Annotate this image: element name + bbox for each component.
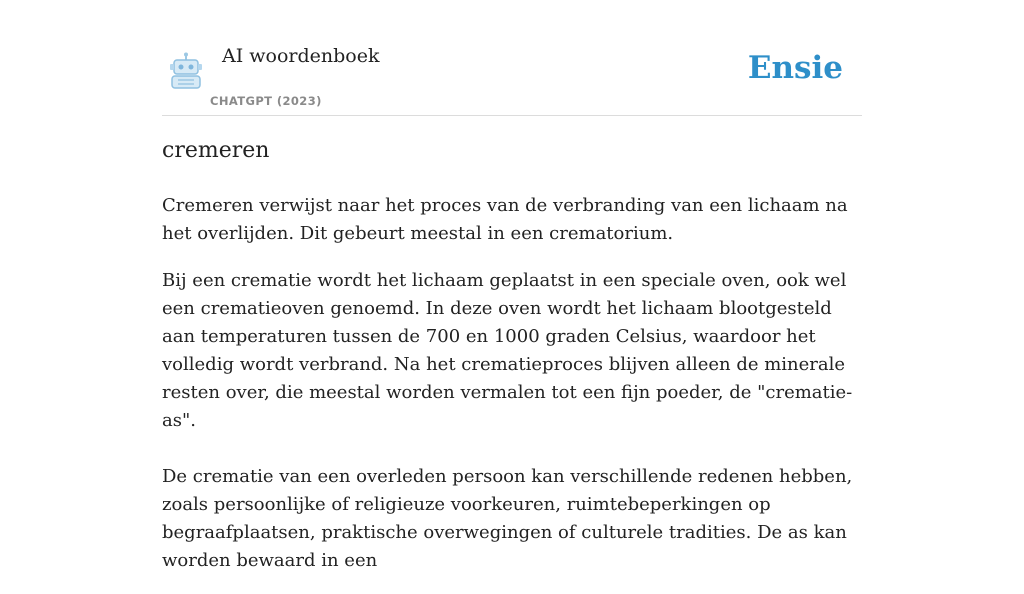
entry-term: cremeren: [162, 138, 270, 163]
definition-body: [162, 192, 862, 594]
source-title[interactable]: AI woordenboek: [222, 45, 380, 67]
source-subtitle: CHATGPT (2023): [210, 94, 322, 108]
header: [162, 40, 862, 116]
brand-logo[interactable]: Ensie: [747, 50, 843, 86]
definition-paragraph: Cremeren verwijst naar het proces van de verbranding van een lichaam na het overlijden. Dit gebeurt meestal in een crematorium.: [162, 195, 848, 244]
definition-paragraph: Bij een crematie wordt het lichaam geplaatst in een speciale oven, ook wel een crematieoven genoemd. In deze oven wordt het lichaam blootgesteld aan temperaturen tussen de 700 en 1000 graden Celsius, waardoor het volledig wordt verbrand. Na het crematieproces blijven alleen de minerale resten over, die meestal worden vermalen tot een fijn poeder, de "crematie-as". De crematie van een overleden persoon kan verschillende redenen hebben, zoals persoonlijke of religieuze voorkeuren, ruimtebeperkingen op begraafplaatsen, praktische overwegingen of culturele tradities. De as kan worden bewaard in een: [162, 270, 853, 571]
robot-icon: [166, 52, 206, 90]
